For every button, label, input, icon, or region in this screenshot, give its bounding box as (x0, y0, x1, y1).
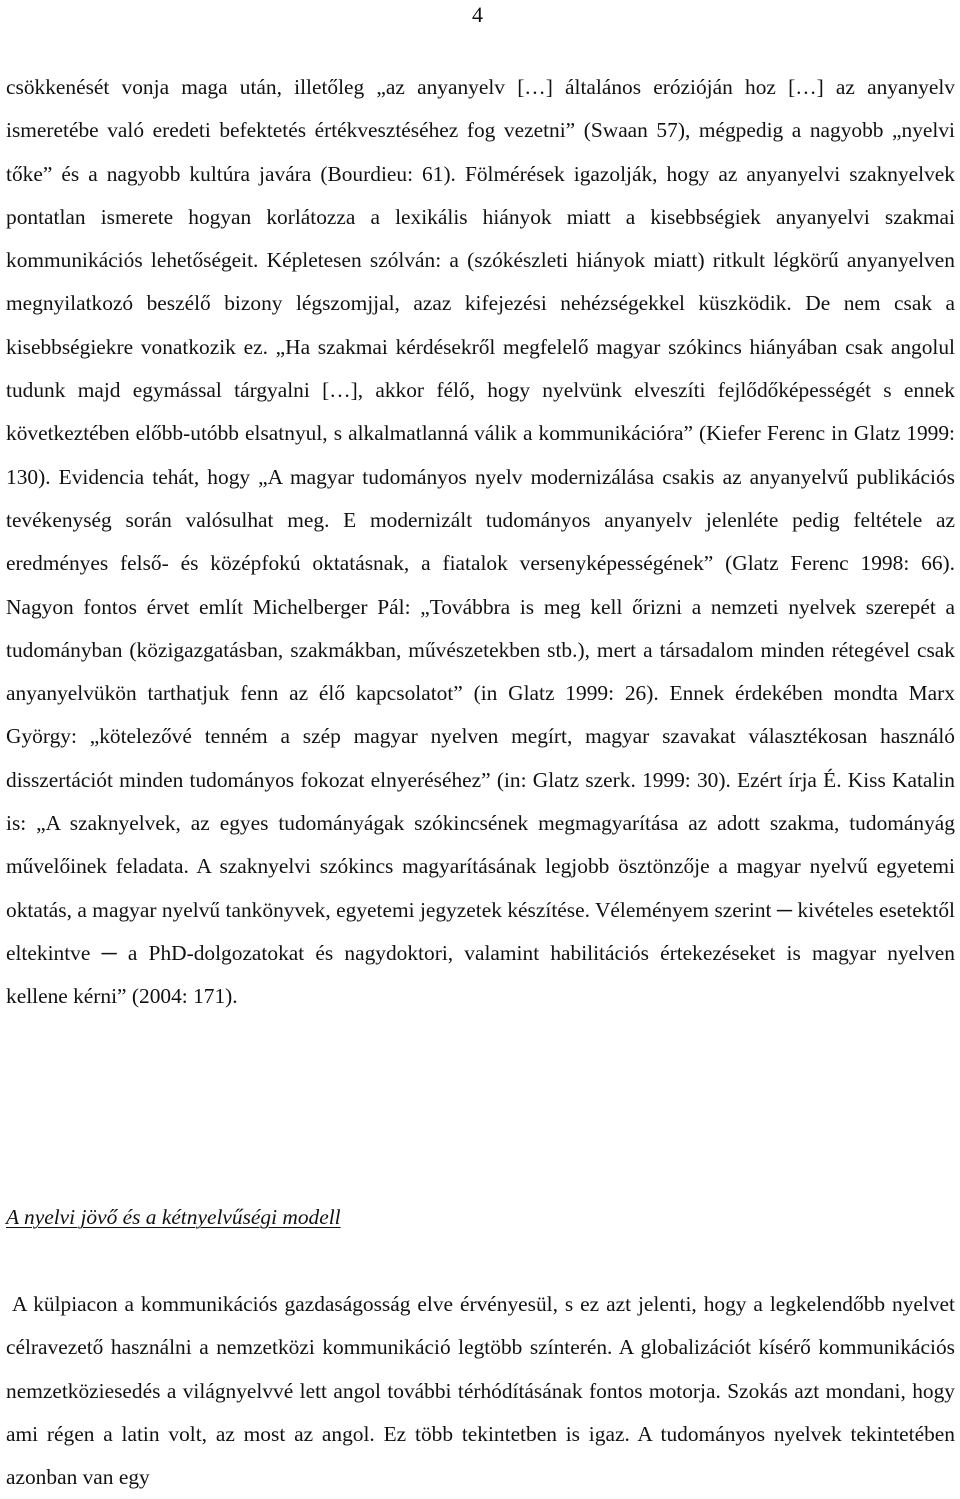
section-heading: A nyelvi jövő és a kétnyelvűségi modell (6, 1205, 341, 1229)
paragraph: csökkenését vonja maga után, illetőleg „az anyanyelv […] általános erózióján hoz […] az anyanyelv ismeretébe való eredeti befektetés értékvesztéséhez fog vezetni” (Swaan 57), mégpedig a nagyobb „nyelvi tőke” és a nagyobb kultúra javára (Bourdieu: 61). Fölmérések igazolják, hogy az anyanyelvi szaknyelvek pontatlan ismerete hogyan korlátozza a lexikális hiányok miatt a kisebbségiek anyanyelvi szakmai kommunikációs lehetőségeit. Képletesen szólván: a (szókészleti hiányok miatt) ritkult légkörű anyanyelven megnyilatkozó beszélő bizony légszomjjal, azaz kifejezési nehézségekkel küszködik. De nem csak a kisebbségiekre vonatkozik ez. „Ha szakmai kérdésekről megfelelő magyar szókincs hiányában csak angolul tudunk majd egymással tárgyalni […], akkor félő, hogy nyelvünk elveszíti fejlődőképességét s ennek következtében előbb-utóbb elsatnyul, s alkalmatlanná válik a kommunikációra” (Kiefer Ferenc in Glatz 1999: 130). Evidencia tehát, hogy „A magyar tudományos nyelv modernizálása csakis az anyanyelvű publikációs tevékenység során valósulhat meg. E modernizált tudományos anyanyelv jelenléte pedig feltétele az eredményes felső- és középfokú oktatásnak, a fiatalok versenyképességének” (Glatz Ferenc 1998: 66). Nagyon fontos érvet említ Michelberger Pál: „Továbbra is meg kell őrizni a nemzeti nyelvek szerepét a tudományban (közigazgatásban, szakmákban, művészetekben stb.), mert a társadalom minden rétegével csak anyanyelvükön tarthatjuk fenn az élő kapcsolatot” (in Glatz 1999: 26). Ennek érdekében mondta Marx György: „kötelezővé tenném a szép magyar nyelven megírt, magyar szavakat választékosan használó disszertációt minden tudományos fokozat elnyeréséhez” (in: Glatz szerk. 1999: 30). Ezért írja É. Kiss Katalin is: „A szaknyelvek, az egyes tudományágak szókincsének megmagyarítása az adott szakma, tudományág művelőinek feladata. A szaknyelvi szókincs magyarításának legjobb ösztönzője a magyar nyelvű egyetemi oktatás, a magyar nyelvű tankönyvek, egyetemi jegyzetek készítése. Véleményem szerint ─ kivételes esetektől eltekintve ─ a PhD-dolgozatokat és nagydoktori, valamint habilitációs értekezéseket is magyar nyelven kellene kérni” (2004: 171). (6, 75, 955, 1009)
page-number: 4 (472, 2, 483, 27)
paragraph: A külpiacon a kommunikációs gazdaságosság elve érvényesül, s ez azt jelenti, hogy a legkelendőbb nyelvet célravezető használni a nemzetközi kommunikáció legtöbb színterén. A globalizációt kísérő kommunikációs nemzetköziesedés a világnyelvvé lett angol további térhódításának fontos motorja. Szokás azt mondani, hogy ami régen a latin volt, az most az angol. Ez több tekintetben is igaz. A tudományos nyelvek tekintetében azonban van egy (6, 1292, 955, 1490)
